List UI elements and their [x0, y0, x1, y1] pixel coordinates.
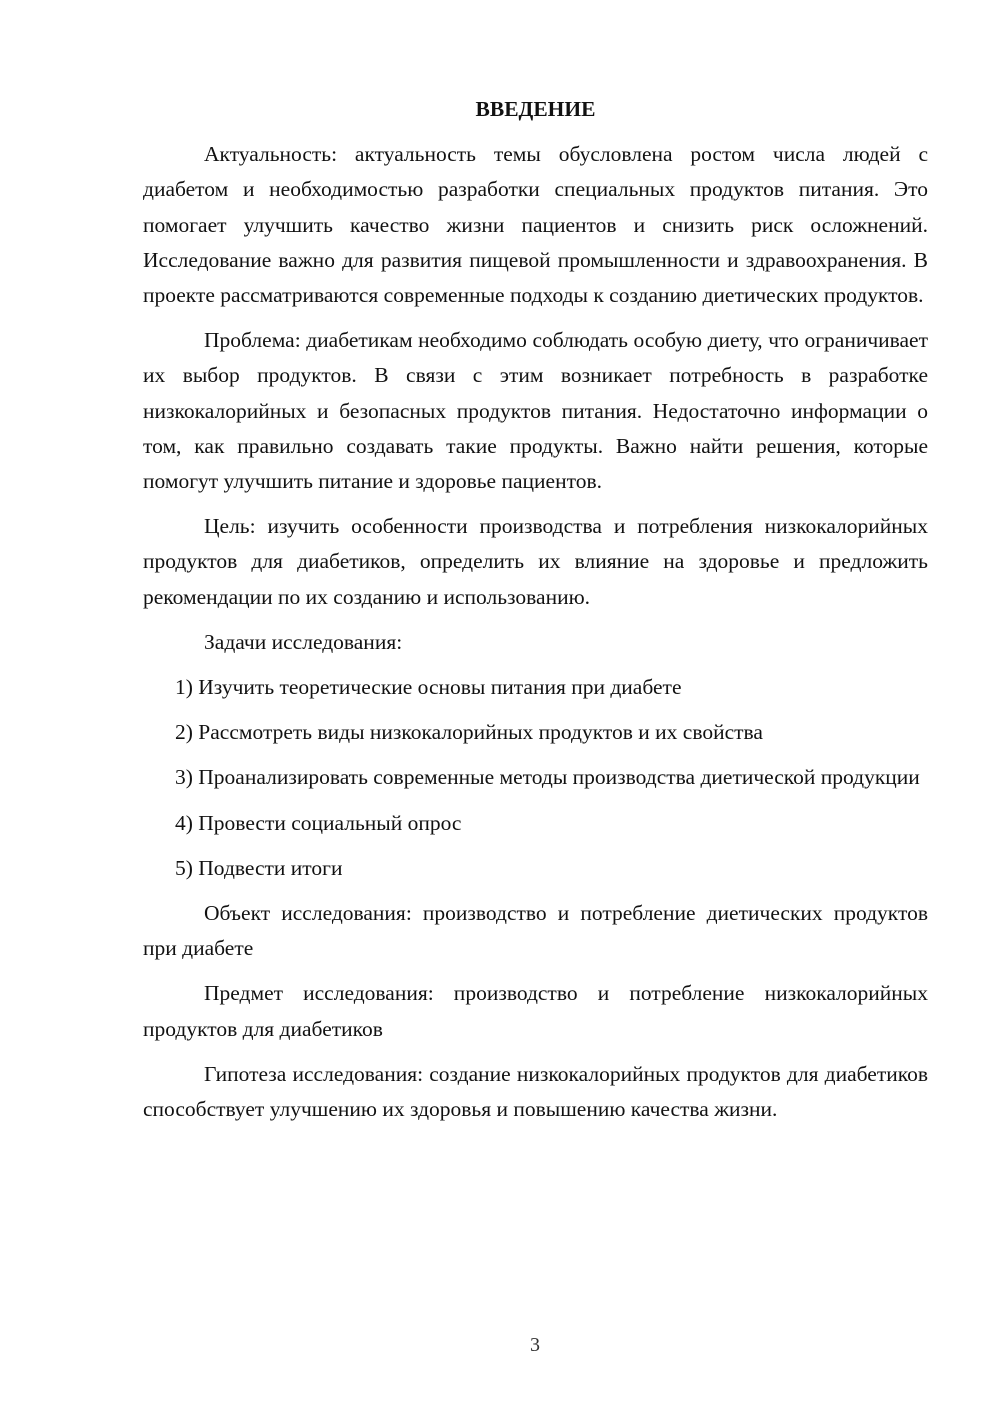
task-item-4: 4) Провести социальный опрос — [175, 810, 462, 835]
task-item-5: 5) Подвести итоги — [175, 855, 343, 880]
goal-paragraph: Цель: изучить особенности производства и потребления низкокалорийных продуктов для диабетиков, определить их влияние на здоровье и предложить рекомендации по их созданию и использованию. — [143, 514, 928, 609]
page-number: 3 — [530, 1334, 540, 1356]
subject-paragraph: Предмет исследования: производство и потребление низкокалорийных продуктов для диабетиков — [143, 981, 928, 1041]
task-item-3: 3) Проанализировать современные методы производства диетической продукции — [175, 765, 920, 790]
problem-paragraph: Проблема: диабетикам необходимо соблюдать особую диету, что ограничивает их выбор продуктов. В связи с этим возникает потребность в разработке низкокалорийных и безопасных продуктов питания. Недостаточно информации о том, как правильно создавать такие продукты. Важно найти решения, которые помогут улучшить питание и здоровье пациентов. — [143, 328, 928, 494]
tasks-heading: Задачи исследования: — [204, 629, 403, 654]
task-item-2: 2) Рассмотреть виды низкокалорийных продуктов и их свойства — [175, 720, 763, 745]
hypothesis-paragraph: Гипотеза исследования: создание низкокалорийных продуктов для диабетиков способствует улучшению их здоровья и повышению качества жизни. — [143, 1061, 928, 1122]
relevance-paragraph: Актуальность: актуальность темы обусловлена ростом числа людей с диабетом и необходимостью разработки специальных продуктов питания. Это помогает улучшить качество жизни пациентов и снизить риск осложнений. Исследование важно для развития пищевой промышленности и здравоохранения. В проекте рассматриваются современные подходы к созданию диетических продуктов. — [143, 142, 928, 308]
task-item-1: 1) Изучить теоретические основы питания при диабете — [175, 675, 682, 700]
object-paragraph: Объект исследования: производство и потребление диетических продуктов при диабете — [143, 901, 928, 961]
section-title: ВВЕДЕНИЕ — [475, 97, 596, 121]
document-body — [143, 92, 928, 1137]
